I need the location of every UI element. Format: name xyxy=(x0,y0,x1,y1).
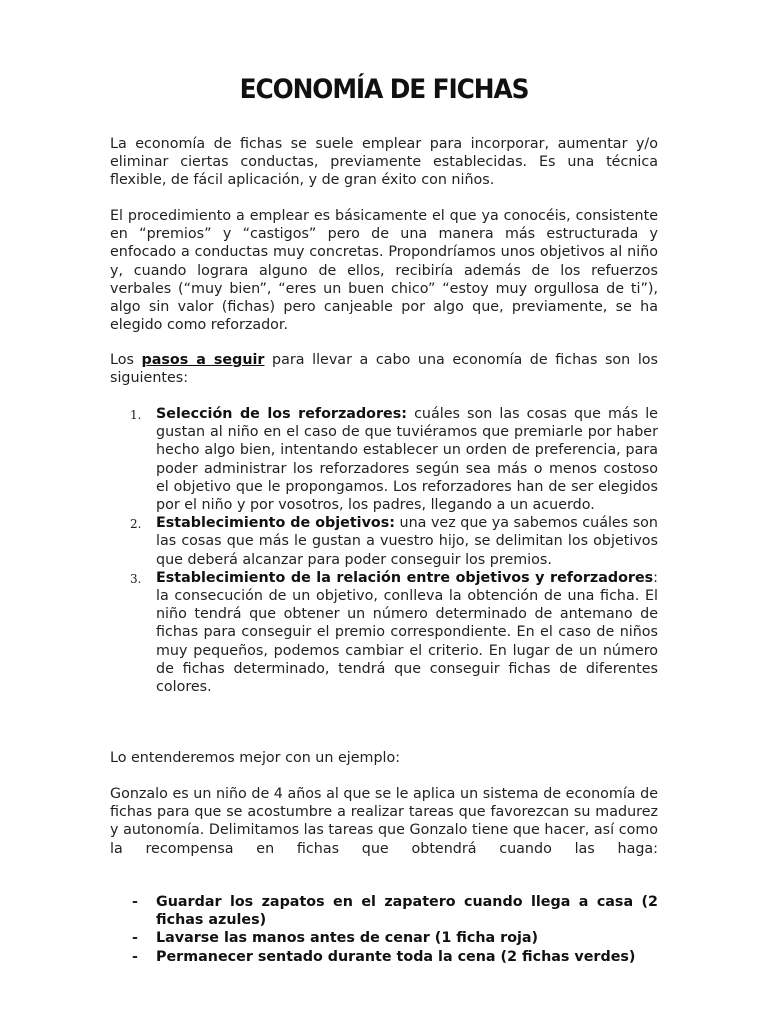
list-item xyxy=(110,929,658,947)
document-title: ECONOMÍA DE FICHAS xyxy=(239,74,529,105)
step-heading: Establecimiento de la relación entre objetivos y reforzadores xyxy=(156,569,654,586)
steps-intro-post: para llevar a cabo una economía de fichas son los siguientes: xyxy=(110,352,658,387)
steps-emphasis: pasos a seguir xyxy=(141,352,265,368)
steps-list xyxy=(110,405,658,696)
list-item xyxy=(110,948,658,966)
steps-intro-pre: Los xyxy=(110,352,142,368)
list-item xyxy=(110,405,658,514)
step-text: una vez que ya sabemos cuáles son las cosas que más le gustan a vuestro hijo, se delimitan los objetivos que deberá alcanzar para poder conseguir los premios. xyxy=(156,515,658,568)
step-heading: Establecimiento de objetivos: xyxy=(156,515,395,532)
bullet-dash: - xyxy=(132,894,138,910)
tasks-list xyxy=(110,893,658,966)
task-text: Permanecer sentado durante toda la cena (2 fichas verdes) xyxy=(156,948,636,965)
task-text: Lavarse las manos antes de cenar (1 ficha roja) xyxy=(156,930,539,947)
step-text: : la consecución de un objetivo, conlleva la obtención de una ficha. El niño tendrá que obtener un número determinado de antemano de fichas para conseguir el premio correspondiente. En el caso de niños muy pequeños, podemos cambiar el criterio. En lugar de un número de fichas determinado, tendrá que conseguir fichas de diferentes colores. xyxy=(156,569,658,696)
list-item xyxy=(110,514,658,569)
example-intro-paragraph: Lo entenderemos mejor con un ejemplo: xyxy=(110,750,401,766)
bullet-dash: - xyxy=(132,948,138,965)
step-heading: Selección de los reforzadores: xyxy=(156,406,407,422)
example-paragraph: Gonzalo es un niño de 4 años al que se le aplica un sistema de economía de fichas para que se acostumbre a realizar tareas que favorezcan su madurez y autonomía. Delimitamos las tareas que Gonzalo tiene que hacer, así como la recompensa en fichas que obtendrá cuando las haga: xyxy=(110,786,658,857)
intro-paragraph: La economía de fichas se suele emplear para incorporar, aumentar y/o eliminar ciertas conductas, previamente establecidas. Es una técnica flexible, de fácil aplicación, y de gran éxito con niños. xyxy=(110,136,658,189)
list-number: 3. xyxy=(130,571,142,586)
procedure-paragraph: El procedimiento a emplear es básicamente el que ya conocéis, consistente en “premios” y “castigos” pero de una manera más estructurada y enfocado a conductas muy concretas. Propondríamos unos objetivos al niño y, cuando lograra alguno de ellos, recibiría además de los refuerzos verbales (“muy bien”, “eres un buen chico” “estoy muy orgullosa de ti”), algo sin valor (fichas) pero canjeable por algo que, previamente, se ha elegido como reforzador. xyxy=(110,208,658,334)
list-number: 1. xyxy=(130,408,142,422)
list-item xyxy=(110,569,658,696)
list-number: 2. xyxy=(130,517,142,532)
step-text: cuáles son las cosas que más le gustan al niño en el caso de que tuviéramos que premiarle por haber hecho algo bien, intentando establecer un orden de preferencia, para poder administrar los reforzadores según sea más o menos costoso el objetivo que le propongamos. Los reforzadores han de ser elegidos por el niño y por vosotros, los padres, llegando a un acuerdo. xyxy=(156,406,658,514)
steps-intro-paragraph xyxy=(110,351,658,387)
list-item xyxy=(110,893,658,929)
task-text: Guardar los zapatos en el zapatero cuando llega a casa (2 fichas azules) xyxy=(156,894,658,929)
bullet-dash: - xyxy=(132,930,138,947)
